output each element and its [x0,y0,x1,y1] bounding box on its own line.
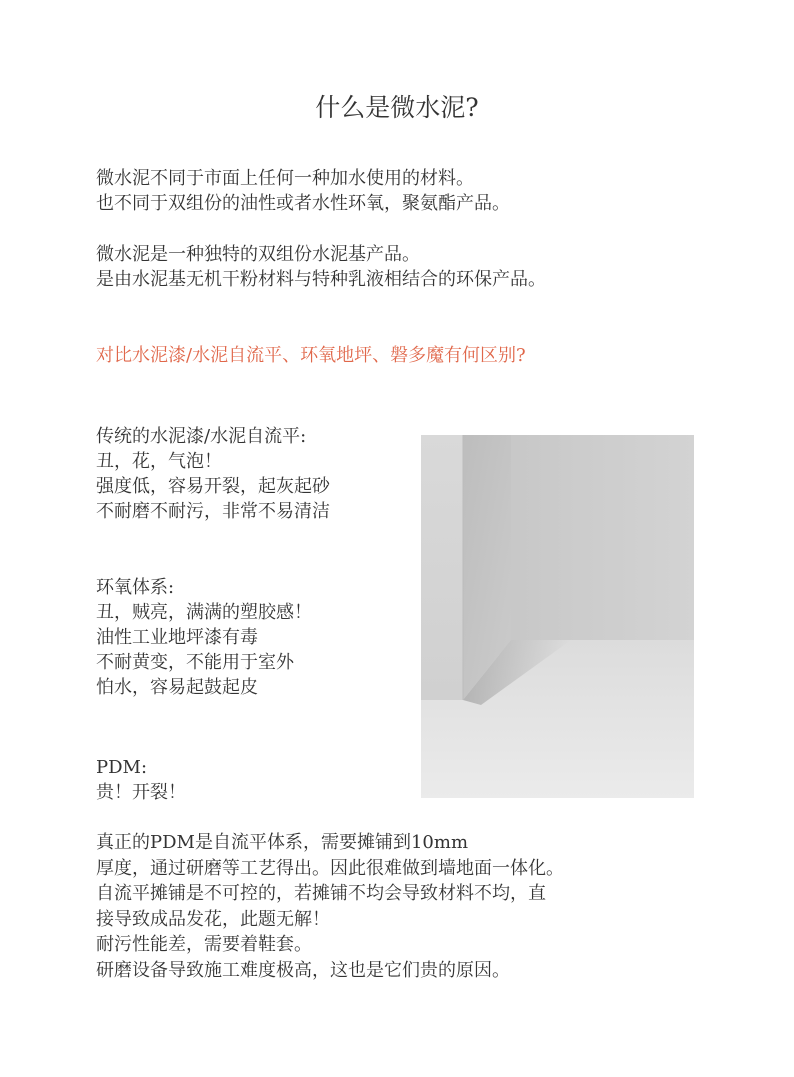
photo-pillar [421,435,463,700]
section-pdm [96,755,186,805]
section-traditional [96,424,330,524]
intro-line: 微水泥是一种独特的双组份水泥基产品。 [96,244,420,265]
section-point: 油性工业地坪漆有毒 [96,627,258,648]
page-title: 什么是微水泥? [315,93,479,122]
intro-line: 也不同于双组份的油性或者水性环氧，聚氨酯产品。 [96,193,510,214]
comparison-question: 对比水泥漆/水泥自流平、环氧地坪、磐多魔有何区别? [96,345,526,366]
section-heading: PDM: [96,757,148,778]
conclusion-line: 厚度，通过研磨等工艺得出。因此很难做到墙地面一体化。 [96,857,564,879]
conclusion-line: 耐污性能差，需要着鞋套。 [96,934,312,955]
section-point: 强度低，容易开裂，起灰起砂 [96,476,330,497]
section-point: 不耐磨不耐污，非常不易清洁 [96,501,330,522]
intro-line: 微水泥不同于市面上任何一种加水使用的材料。 [96,168,474,189]
conclusion-line: 真正的PDM是自流平体系，需要摊铺到10mm [96,832,469,853]
section-point: 贵！开裂！ [96,782,186,803]
section-point: 丑，贼亮，满满的塑胶感！ [96,602,312,623]
section-epoxy [96,575,312,700]
conclusion-line: 研磨设备导致施工难度极高，这也是它们贵的原因。 [96,959,510,981]
conclusion-line: 自流平摊铺是不可控的，若摊铺不均会导致材料不均，直 [96,883,546,904]
intro-paragraph-1 [96,166,510,216]
intro-line: 是由水泥基无机干粉材料与特种乳液相结合的环保产品。 [96,269,546,290]
section-heading: 传统的水泥漆/水泥自流平: [96,426,307,447]
section-heading: 环氧体系: [96,577,175,598]
section-point: 丑，花，气泡！ [96,451,222,472]
section-point: 怕水，容易起鼓起皮 [96,677,258,698]
conclusion-line: 接导致成品发花，此题无解！ [96,908,330,930]
section-point: 不耐黄变，不能用于室外 [96,652,294,673]
microcement-room-photo [421,435,694,798]
conclusion-paragraph [96,830,564,983]
intro-paragraph-2 [96,242,546,292]
